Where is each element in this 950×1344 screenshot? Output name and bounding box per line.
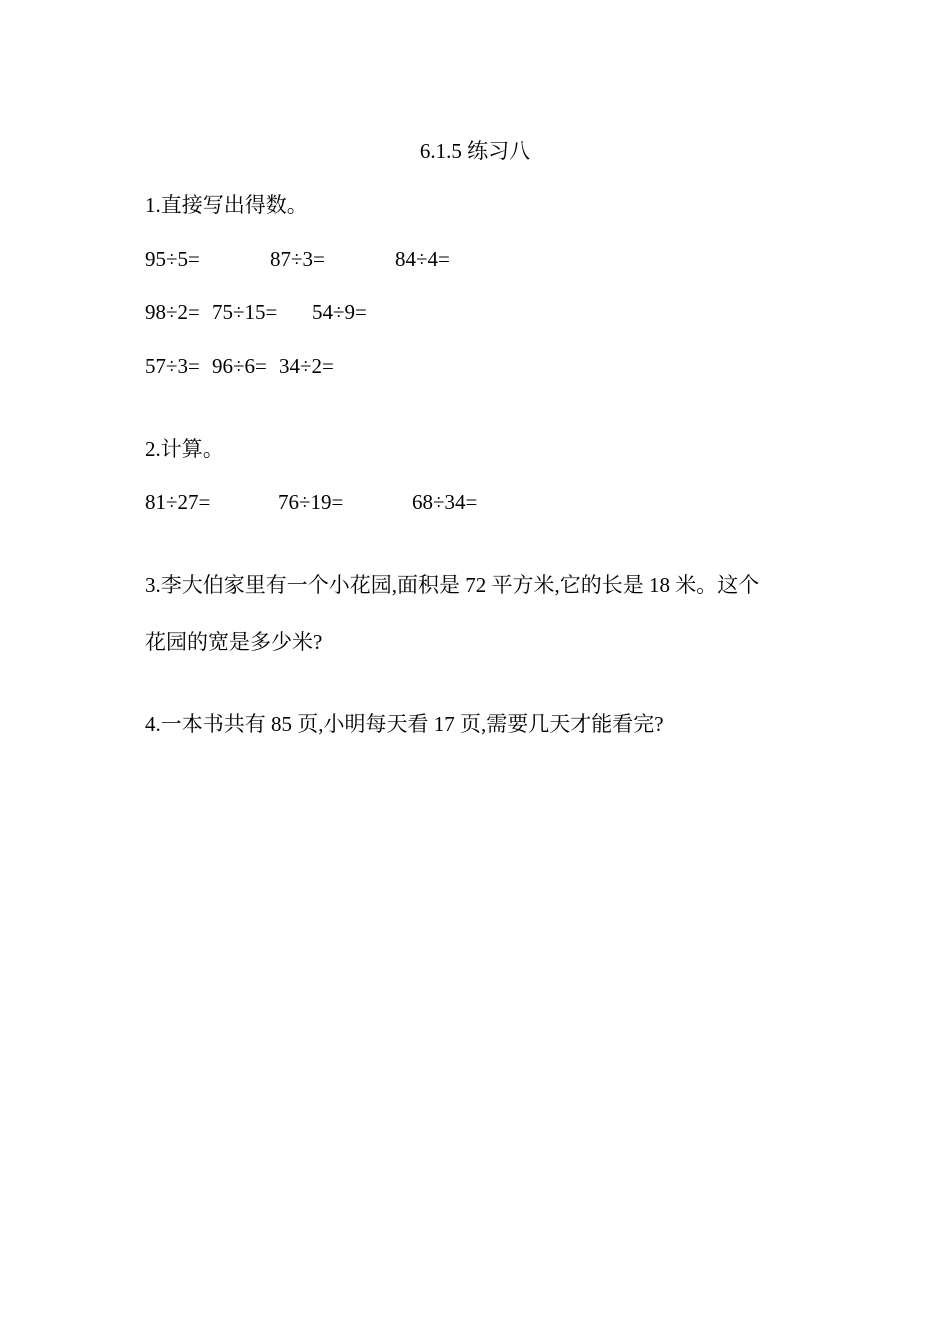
q1-row3-item3: 34÷2= xyxy=(279,354,334,378)
q1-row3-item2: 96÷6= xyxy=(212,354,267,378)
q1-row3-item1: 57÷3= xyxy=(145,354,200,378)
q2-item1: 81÷27= xyxy=(145,490,211,514)
q2-item2: 76÷19= xyxy=(278,490,344,514)
q1-heading: 1.直接写出得数。 xyxy=(145,193,308,217)
page-title: 6.1.5 练习八 xyxy=(419,139,531,163)
q2-heading: 2.计算。 xyxy=(145,437,224,461)
q4-text: 4.一本书共有 85 页,小明每天看 17 页,需要几天才能看完? xyxy=(145,712,664,736)
q1-row2-item2: 75÷15= xyxy=(212,300,278,324)
q1-row1-item1: 95÷5= xyxy=(145,247,200,271)
q3-line2: 花园的宽是多少米? xyxy=(145,630,323,654)
q2-item3: 68÷34= xyxy=(412,490,478,514)
q1-row1-item3: 84÷4= xyxy=(395,247,450,271)
q1-row2-item3: 54÷9= xyxy=(312,300,367,324)
q1-row2-item1: 98÷2= xyxy=(145,300,200,324)
q1-row1-item2: 87÷3= xyxy=(270,247,325,271)
q3-line1: 3.李大伯家里有一个小花园,面积是 72 平方米,它的长是 18 米。这个 xyxy=(145,573,760,597)
